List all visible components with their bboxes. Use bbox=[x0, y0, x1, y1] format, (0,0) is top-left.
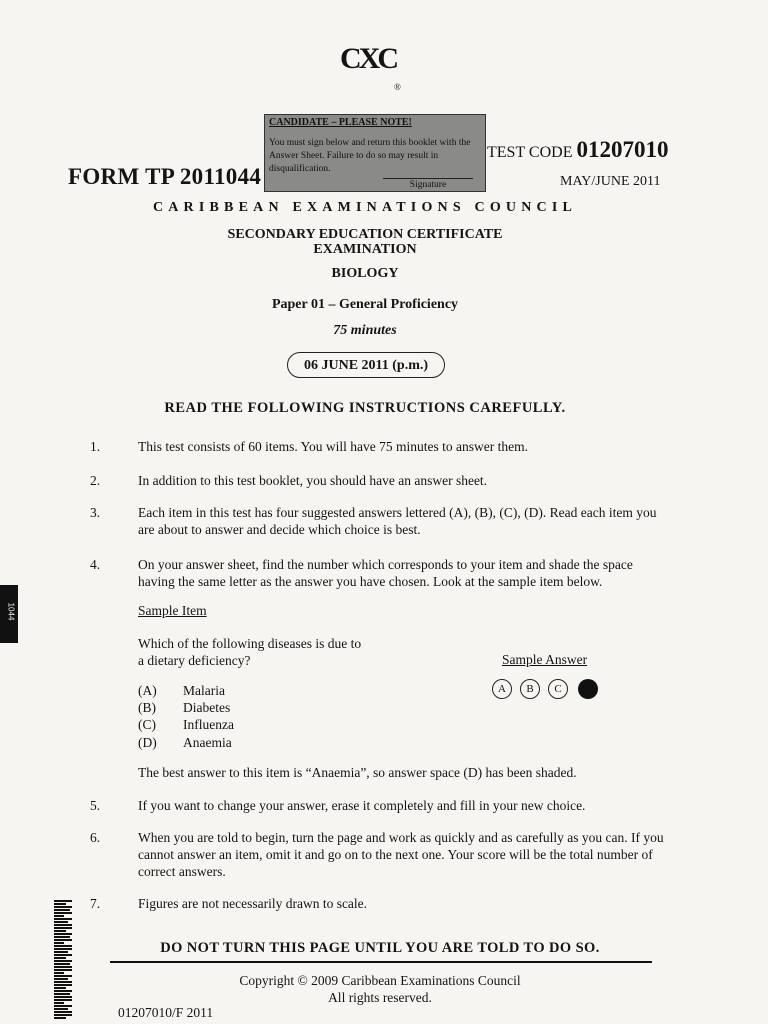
option-text: Malaria bbox=[183, 683, 225, 698]
footer-code: 01207010/F 2011 bbox=[118, 1005, 214, 1020]
candidate-notice-box bbox=[264, 114, 486, 192]
cxc-logo bbox=[340, 42, 404, 98]
copyright-line2: All rights reserved. bbox=[328, 990, 432, 1005]
instruction-number: 7. bbox=[90, 896, 101, 911]
copyright-notice bbox=[0, 972, 760, 1006]
registered-mark: ® bbox=[394, 82, 401, 92]
form-tp-number: FORM TP 2011044 bbox=[68, 164, 262, 189]
do-not-turn-warning: DO NOT TURN THIS PAGE UNTIL YOU ARE TOLD TO DO SO. bbox=[160, 940, 600, 956]
sample-option bbox=[138, 700, 230, 716]
notice-title: CANDIDATE – PLEASE NOTE! bbox=[269, 117, 412, 128]
test-code bbox=[487, 137, 668, 163]
sample-option bbox=[138, 735, 232, 751]
exam-date: 06 JUNE 2011 (p.m.) bbox=[287, 352, 445, 378]
certificate-title bbox=[0, 227, 730, 257]
sample-question bbox=[138, 635, 398, 669]
instruction-text: Figures are not necessarily drawn to scale. bbox=[138, 896, 368, 911]
exam-duration: 75 minutes bbox=[333, 323, 397, 338]
option-letter: (A) bbox=[138, 683, 157, 698]
notice-body: You must sign below and return this booklet with the Answer Sheet. Failure to do so may result in disqualification. bbox=[269, 138, 471, 174]
exam-session: MAY/JUNE 2011 bbox=[560, 174, 661, 189]
instruction-text: On your answer sheet, find the number which corresponds to your item and shade the space having the same letter as the answer you have chosen. Look at the sample item below. bbox=[138, 557, 633, 589]
test-code-label: TEST CODE bbox=[487, 144, 573, 161]
logo-text: CXC bbox=[340, 42, 396, 75]
side-tab bbox=[0, 585, 18, 643]
answer-bubble-c: C bbox=[548, 679, 568, 699]
option-text: Anaemia bbox=[183, 735, 232, 750]
option-letter: (D) bbox=[138, 735, 157, 750]
sample-option bbox=[138, 683, 225, 699]
instructions-heading: READ THE FOLLOWING INSTRUCTIONS CAREFULLY. bbox=[164, 400, 566, 416]
instruction-number: 3. bbox=[90, 505, 101, 520]
subject-title: BIOLOGY bbox=[331, 266, 399, 281]
instruction-number: 2. bbox=[90, 473, 101, 488]
sample-answer-label: Sample Answer bbox=[502, 652, 588, 667]
council-title: CARIBBEAN EXAMINATIONS COUNCIL bbox=[152, 200, 578, 215]
sample-item-label: Sample Item bbox=[138, 603, 207, 618]
instruction-text: This test consists of 60 items. You will have 75 minutes to answer them. bbox=[138, 439, 528, 454]
instruction-text: Each item in this test has four suggested answers lettered (A), (B), (C), (D). Read each item you are about to answer and decide which choice is best. bbox=[138, 505, 657, 537]
instruction-number: 1. bbox=[90, 439, 101, 454]
side-tab-number: 1044 bbox=[6, 602, 16, 621]
barcode-graphic bbox=[54, 900, 72, 1022]
instruction-number: 5. bbox=[90, 798, 101, 813]
sample-question-line2: a dietary deficiency? bbox=[138, 653, 251, 668]
footer-rule bbox=[110, 961, 652, 963]
certificate-title-line1: SECONDARY EDUCATION CERTIFICATE bbox=[227, 227, 503, 242]
instruction-text: When you are told to begin, turn the page and work as quickly and as carefully as you can. If you cannot answer an item, omit it and go on to the next one. Your score will be the total number of correct answers. bbox=[138, 830, 664, 879]
sample-question-line1: Which of the following diseases is due to bbox=[138, 636, 362, 651]
option-text: Diabetes bbox=[183, 700, 231, 715]
instruction-number: 6. bbox=[90, 830, 101, 845]
paper-title: Paper 01 – General Proficiency bbox=[271, 297, 459, 312]
instruction-text: In addition to this test booklet, you should have an answer sheet. bbox=[138, 473, 488, 488]
certificate-title-line2: EXAMINATION bbox=[313, 242, 417, 257]
test-code-number: 01207010 bbox=[576, 137, 669, 162]
sample-option bbox=[138, 717, 234, 733]
answer-bubble-b: B bbox=[520, 679, 540, 699]
copyright-line1: Copyright © 2009 Caribbean Examinations Council bbox=[239, 973, 521, 988]
answer-bubble-a: A bbox=[492, 679, 512, 699]
instruction-text: If you want to change your answer, erase it completely and fill in your new choice. bbox=[138, 798, 586, 813]
sample-explanation: The best answer to this item is “Anaemia”, so answer space (D) has been shaded. bbox=[138, 765, 577, 780]
answer-bubble-d-shaded: D bbox=[578, 679, 598, 699]
option-letter: (C) bbox=[138, 717, 156, 732]
option-text: Influenza bbox=[183, 717, 234, 732]
signature-line: Signature bbox=[383, 178, 473, 192]
option-letter: (B) bbox=[138, 700, 156, 715]
instruction-number: 4. bbox=[90, 557, 101, 572]
